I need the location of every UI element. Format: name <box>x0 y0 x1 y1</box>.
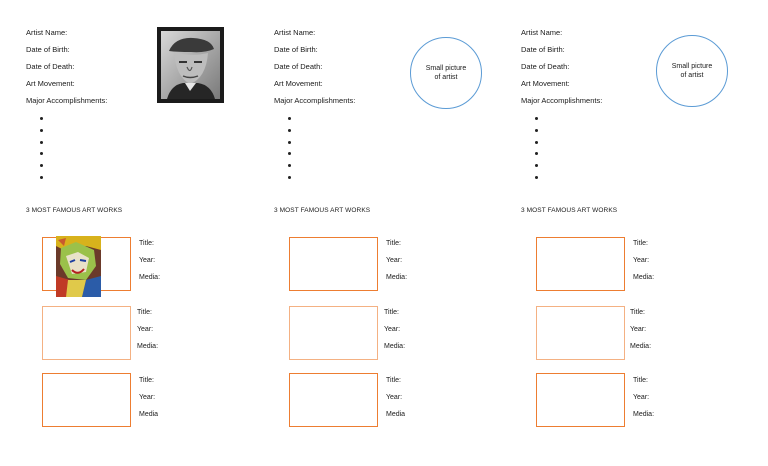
artwork-title-label: Title: <box>630 309 645 316</box>
artist-column-3 <box>495 0 735 466</box>
artist-column-1 <box>0 0 240 466</box>
artwork-year-label: Year: <box>139 394 156 401</box>
artwork-media-label: Media: <box>633 411 655 418</box>
famous-artworks-heading: 3 MOST FAMOUS ART WORKS <box>26 207 123 214</box>
artwork-title-label: Title: <box>384 309 399 316</box>
artwork-title-label: Title: <box>386 240 401 247</box>
artwork-frame <box>42 306 131 360</box>
major-accomplishments-label: Major Accomplishments: <box>26 96 108 105</box>
artwork-year-label: Year: <box>633 257 650 264</box>
date-of-death-label: Date of Death: <box>26 62 75 71</box>
art-movement-label: Art Movement: <box>521 79 570 88</box>
artwork-frame <box>536 237 625 291</box>
artwork-media-label: Media <box>139 411 159 418</box>
date-of-death-label: Date of Death: <box>274 62 323 71</box>
artwork-media-label: Media: <box>137 343 159 350</box>
artist-column-2 <box>248 0 488 466</box>
artwork-title-label: Title: <box>139 377 154 384</box>
artwork-frame <box>289 306 378 360</box>
artist-name-label: Artist Name: <box>26 28 68 37</box>
artwork-year-label: Year: <box>386 394 403 401</box>
artwork-frame <box>536 373 625 427</box>
artwork-year-label: Year: <box>630 326 647 333</box>
artwork-frame <box>289 373 378 427</box>
art-movement-label: Art Movement: <box>26 79 75 88</box>
placeholder-text: Small picture of artist <box>671 63 713 79</box>
artwork-frame <box>42 373 131 427</box>
artist-picture-placeholder <box>656 35 728 107</box>
major-accomplishments-label: Major Accomplishments: <box>274 96 356 105</box>
artist-picture-placeholder <box>410 37 482 109</box>
date-of-birth-label: Date of Birth: <box>521 45 565 54</box>
major-accomplishments-label: Major Accomplishments: <box>521 96 603 105</box>
artwork-frame <box>536 306 625 360</box>
artwork-year-label: Year: <box>386 257 403 264</box>
artwork-frame <box>289 237 378 291</box>
artwork-title-label: Title: <box>139 240 154 247</box>
artist-photo <box>157 27 224 103</box>
artwork-media-label: Media: <box>384 343 406 350</box>
placeholder-text: Small picture of artist <box>425 65 467 81</box>
artwork-year-label: Year: <box>139 257 156 264</box>
artwork-title-label: Title: <box>137 309 152 316</box>
artwork-year-label: Year: <box>384 326 401 333</box>
artwork-media-label: Media: <box>630 343 652 350</box>
artwork-title-label: Title: <box>633 240 648 247</box>
artwork-title-label: Title: <box>386 377 401 384</box>
artwork-year-label: Year: <box>137 326 154 333</box>
artwork-thumbnail <box>56 236 101 297</box>
artwork-media-label: Media: <box>633 274 655 281</box>
famous-artworks-heading: 3 MOST FAMOUS ART WORKS <box>274 207 371 214</box>
artist-name-label: Artist Name: <box>521 28 563 37</box>
date-of-birth-label: Date of Birth: <box>274 45 318 54</box>
artwork-media-label: Media: <box>386 274 408 281</box>
artwork-media-label: Media: <box>139 274 161 281</box>
artwork-title-label: Title: <box>633 377 648 384</box>
famous-artworks-heading: 3 MOST FAMOUS ART WORKS <box>521 207 618 214</box>
artist-name-label: Artist Name: <box>274 28 316 37</box>
artwork-year-label: Year: <box>633 394 650 401</box>
art-movement-label: Art Movement: <box>274 79 323 88</box>
date-of-birth-label: Date of Birth: <box>26 45 70 54</box>
date-of-death-label: Date of Death: <box>521 62 570 71</box>
artwork-media-label: Media <box>386 411 406 418</box>
